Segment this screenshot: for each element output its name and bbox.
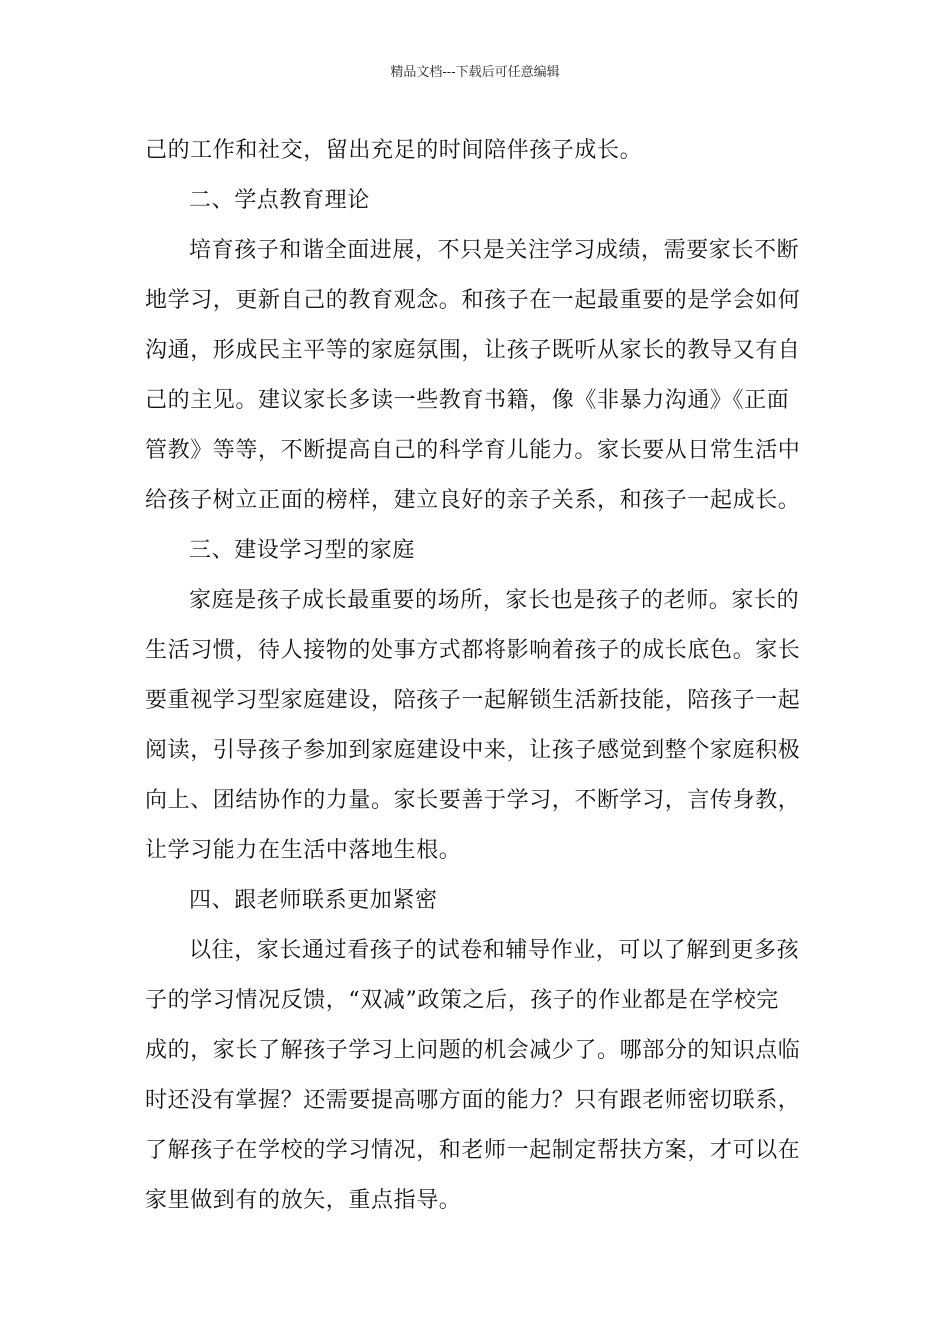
text-line: 要重视学习型家庭建设，陪孩子一起解锁生活新技能，陪孩子一起	[145, 688, 801, 713]
section-heading: 三、建设学习型的家庭	[189, 538, 416, 563]
text-line: 给孩子树立正面的榜样，建立良好的亲子关系，和孩子一起成长。	[145, 488, 801, 513]
text-line: 时还没有掌握？还需要提高哪方面的能力？只有跟老师密切联系，	[145, 1088, 801, 1113]
text-line: 培育孩子和谐全面进展，不只是关注学习成绩，需要家长不断	[189, 238, 800, 263]
text-line: 向上、团结协作的力量。家长要善于学习，不断学习，言传身教，	[145, 788, 801, 813]
text-line: 生活习惯，待人接物的处事方式都将影响着孩子的成长底色。家长	[145, 638, 801, 663]
text-line: 家里做到有的放矢，重点指导。	[145, 1188, 462, 1213]
document-body	[145, 126, 807, 1226]
page-header: 精品文档---下载后可任意编辑	[390, 65, 560, 80]
text-line: 沟通，形成民主平等的家庭氛围，让孩子既听从家长的教导又有自	[145, 338, 801, 363]
text-line: 子的学习情况反馈，“双减”政策之后，孩子的作业都是在学校完	[145, 988, 779, 1013]
section-heading: 二、学点教育理论	[189, 188, 370, 213]
text-line: 己的工作和社交，留出充足的时间陪伴孩子成长。	[145, 138, 643, 163]
text-line: 让学习能力在生活中落地生根。	[145, 838, 462, 863]
text-line: 成的，家长了解孩子学习上问题的机会减少了。哪部分的知识点临	[145, 1038, 801, 1063]
section-heading: 四、跟老师联系更加紧密	[189, 888, 438, 913]
text-line: 己的主见。建议家长多读一些教育书籍，像《非暴力沟通》《正面	[145, 388, 790, 413]
text-line: 以往，家长通过看孩子的试卷和辅导作业，可以了解到更多孩	[189, 938, 800, 963]
text-line: 管教》等等，不断提高自己的科学育儿能力。家长要从日常生活中	[145, 438, 801, 463]
text-line: 阅读，引导孩子参加到家庭建设中来，让孩子感觉到整个家庭积极	[145, 738, 801, 763]
text-line: 了解孩子在学校的学习情况，和老师一起制定帮扶方案，才可以在	[145, 1138, 801, 1163]
text-line: 家庭是孩子成长最重要的场所，家长也是孩子的老师。家长的	[189, 588, 800, 613]
text-line: 地学习，更新自己的教育观念。和孩子在一起最重要的是学会如何	[145, 288, 801, 313]
